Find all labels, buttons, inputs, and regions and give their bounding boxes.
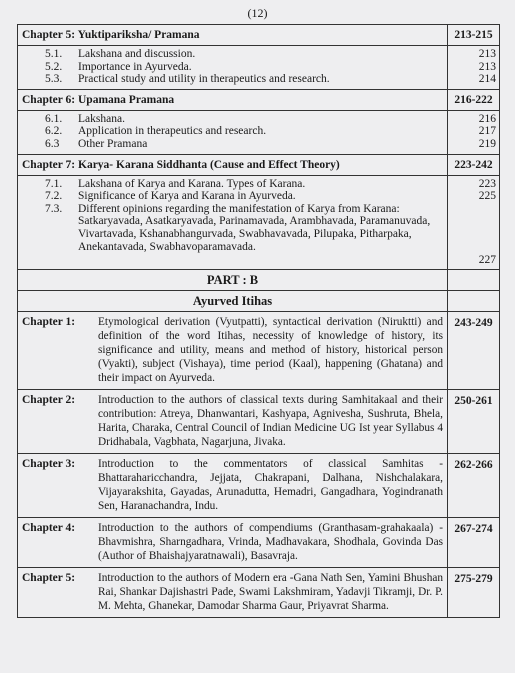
list-item bbox=[18, 113, 447, 126]
list-item bbox=[18, 178, 447, 191]
chapter-heading: Chapter 5: Yuktipariksha/ Pramana bbox=[18, 25, 448, 46]
item-page: 216 bbox=[478, 112, 496, 125]
part-b-label-row bbox=[18, 270, 500, 291]
empty-cell bbox=[448, 291, 500, 312]
item-pages bbox=[448, 175, 500, 270]
chapter-heading-row bbox=[18, 89, 500, 110]
chapter-items bbox=[18, 110, 448, 154]
chapter-cell bbox=[18, 568, 448, 618]
chapter-description: Introduction to the authors of compendiums (Granthasam-grahakaala) - Bhavmishra, Sharngadhara, Vrinda, Madhavakara, Shodhala, Govinda Das (Author of Bhaishajyaratnawali), Basavraja. bbox=[98, 522, 443, 563]
item-page: 225 bbox=[478, 190, 496, 203]
list-item bbox=[18, 138, 447, 151]
item-number: 7.3. bbox=[45, 202, 63, 215]
chapter-cell bbox=[18, 312, 448, 390]
chapter-label: Chapter 1: bbox=[22, 316, 76, 329]
item-number: 5.2. bbox=[45, 60, 63, 73]
chapter-heading-row bbox=[18, 154, 500, 175]
chapter-page-range: 223-242 bbox=[448, 154, 500, 175]
chapter-page-range: 243-249 bbox=[448, 312, 500, 390]
chapter-description: Introduction to the authors of classical texts during Samhitakaal and their contribution: Atreya, Dhanwantari, Kashyapa, Agnivesha, Sushruta, Bhela, Harita, Charaka, Central Council of Indian Medicine UG Ist year Syllabus 4 Dridhabala, Vagbhata, Nagarjuna, Jivaka. bbox=[98, 394, 443, 449]
item-page: 214 bbox=[478, 73, 496, 86]
chapter-page-range: 275-279 bbox=[448, 568, 500, 618]
chapter-page-range: 262-266 bbox=[448, 454, 500, 518]
chapter-label: Chapter 3: bbox=[22, 458, 76, 471]
list-item bbox=[18, 190, 447, 203]
item-text: Practical study and utility in therapeutics and research. bbox=[78, 73, 330, 86]
item-text: Lakshana of Karya and Karana. Types of Karana. bbox=[78, 177, 306, 190]
chapter-page-range: 213-215 bbox=[448, 25, 500, 46]
item-text: Application in therapeutics and research. bbox=[78, 125, 267, 138]
chapter-page-range: 267-274 bbox=[448, 518, 500, 568]
item-text: Lakshana. bbox=[78, 112, 125, 125]
item-page: 223 bbox=[478, 177, 496, 190]
item-page: 213 bbox=[478, 48, 496, 60]
chapter-row bbox=[18, 518, 500, 568]
item-text: Lakshana and discussion. bbox=[78, 48, 196, 60]
item-page: 213 bbox=[478, 60, 496, 73]
item-page: 219 bbox=[478, 137, 496, 150]
item-number: 5.3. bbox=[45, 73, 63, 86]
item-pages bbox=[448, 110, 500, 154]
chapter-row bbox=[18, 568, 500, 618]
chapter-heading-row bbox=[18, 25, 500, 46]
item-number: 7.2. bbox=[45, 190, 63, 203]
chapter-description: Etymological derivation (Vyutpatti), syntactical derivation (Niruktti) and definition of the word Itihas, necessity of knowledge of history, its significance and utility, means and method of history, historical person (Vyakti), subject (Vishaya), time period (Kaal), happening (Ghatana) and their impact on Ayurveda. bbox=[98, 316, 443, 385]
chapter-row bbox=[18, 312, 500, 390]
item-page: 227 bbox=[478, 253, 496, 266]
chapter-cell bbox=[18, 518, 448, 568]
chapter-items bbox=[18, 175, 448, 270]
chapter-row bbox=[18, 454, 500, 518]
chapter-items bbox=[18, 46, 448, 90]
part-label: PART : B bbox=[18, 270, 448, 291]
list-item bbox=[18, 203, 447, 253]
chapter-items-row bbox=[18, 110, 500, 154]
page-number: (12) bbox=[247, 6, 268, 20]
list-item bbox=[18, 73, 447, 86]
chapter-cell bbox=[18, 390, 448, 454]
chapter-label: Chapter 4: bbox=[22, 522, 76, 535]
chapter-heading: Chapter 6: Upamana Pramana bbox=[18, 89, 448, 110]
item-number: 6.3 bbox=[45, 137, 60, 150]
part-b-title-row bbox=[18, 291, 500, 312]
item-text: Significance of Karya and Karana in Ayurveda. bbox=[78, 190, 296, 203]
item-number: 6.1. bbox=[45, 112, 63, 125]
list-item bbox=[18, 61, 447, 74]
item-number: 6.2. bbox=[45, 125, 63, 138]
list-item bbox=[18, 125, 447, 138]
item-text: Importance in Ayurveda. bbox=[78, 60, 192, 73]
chapter-page-range: 216-222 bbox=[448, 89, 500, 110]
chapter-row bbox=[18, 390, 500, 454]
chapter-label: Chapter 5: bbox=[22, 572, 76, 585]
chapter-items-row bbox=[18, 46, 500, 90]
part-title: Ayurved Itihas bbox=[18, 291, 448, 312]
chapter-description: Introduction to the authors of Modern era -Gana Nath Sen, Yamini Bhushan Rai, Shankar Dajishastri Pade, Swami Lakshmiram, Yadavji Tikramji, Dr. P. M. Mehta, Ghanekar, Damodar Sharma Gaur, Priyavrat Sharma. bbox=[98, 572, 443, 613]
item-text: Different opinions regarding the manifestation of Karya from Karana: Satkaryavada, Asatkaryavada, Parinamavada, Arambhavada, Paramanuvada, Vivartavada, Kshanabhangurvada, Swabhavavada, Pilupaka, Pitharpaka, Anekantavada, Swabhavoparamavada. bbox=[78, 202, 431, 253]
item-text: Other Pramana bbox=[78, 137, 148, 150]
contents-table bbox=[17, 24, 500, 618]
item-number: 7.1. bbox=[45, 177, 63, 190]
chapter-cell bbox=[18, 454, 448, 518]
item-page: 217 bbox=[478, 125, 496, 138]
item-number: 5.1. bbox=[45, 48, 63, 60]
chapter-items-row bbox=[18, 175, 500, 270]
chapter-page-range: 250-261 bbox=[448, 390, 500, 454]
list-item bbox=[18, 48, 447, 61]
chapter-label: Chapter 2: bbox=[22, 394, 76, 407]
empty-cell bbox=[448, 270, 500, 291]
item-pages bbox=[448, 46, 500, 90]
chapter-heading: Chapter 7: Karya- Karana Siddhanta (Cause and Effect Theory) bbox=[18, 154, 448, 175]
chapter-description: Introduction to the commentators of classical Samhitas - Bhattaraharicchandra, Jejjata, Chakrapani, Dalhana, Nishchalakara, Vijayarakshita, Gayadas, Arunadutta, Hemadri, Gangadhara, Yogindranath Sen, Haranachandra, Indu. bbox=[98, 458, 443, 513]
